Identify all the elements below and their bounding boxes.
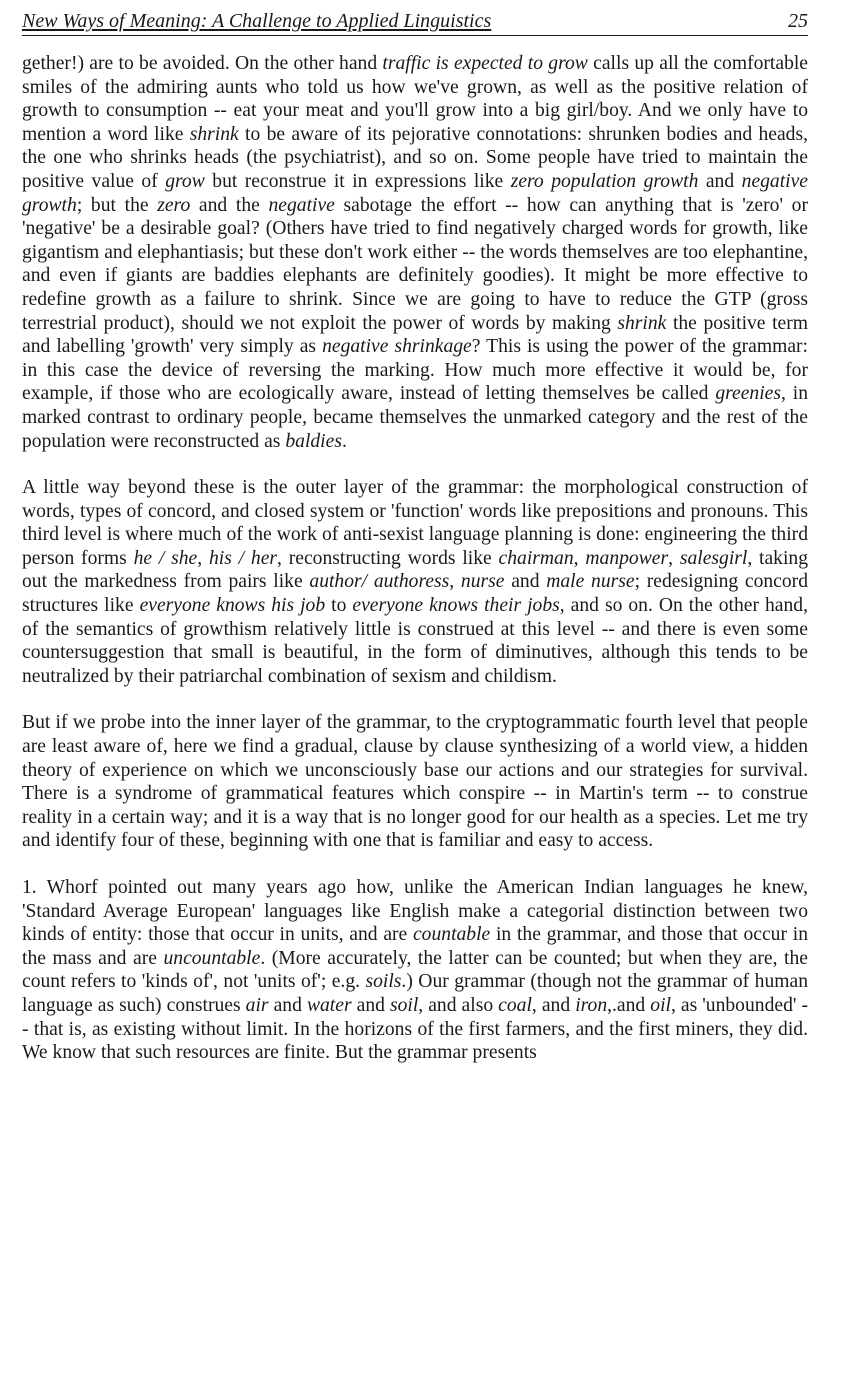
italic-term: everyone knows his job bbox=[139, 595, 326, 617]
italic-term: greenies bbox=[715, 383, 781, 405]
running-head bbox=[22, 8, 808, 36]
italic-term: he / she bbox=[133, 547, 198, 569]
italic-term: author/ authoress bbox=[309, 571, 450, 593]
text-run: in the grammar, and those that occur in the mass and are bbox=[22, 924, 808, 969]
italic-term: uncountable bbox=[163, 947, 261, 969]
italic-term: male nurse bbox=[546, 571, 635, 593]
text-run: calls up all the comfortable smiles of the admiring aunts who told us how we've grown, as well as the positive relation of growth to consumption -- eat your meat and you'll grow into a big girl/boy. And we only have to mention a word like bbox=[22, 53, 808, 145]
italic-term: salesgirl bbox=[679, 547, 748, 569]
italic-term: coal bbox=[498, 994, 532, 1016]
italic-term: chairman bbox=[498, 547, 574, 569]
text-run: , bbox=[668, 547, 680, 569]
page-number: 25 bbox=[788, 10, 808, 32]
text-run: and bbox=[504, 571, 547, 593]
text-run: , in marked contrast to ordinary people, became themselves the unmarked category and the rest of the population were reconstructed as bbox=[22, 383, 808, 452]
italic-term: traffic is expected to grow bbox=[382, 53, 588, 74]
italic-term: countable bbox=[412, 924, 491, 946]
italic-term: grow bbox=[165, 170, 205, 192]
paragraph bbox=[22, 52, 808, 453]
italic-term: water bbox=[306, 994, 352, 1016]
italic-term: oil bbox=[650, 994, 671, 1016]
text-run: to bbox=[325, 595, 353, 617]
italic-term: baldies bbox=[285, 430, 342, 452]
text-run: , bbox=[573, 547, 586, 569]
text-run: , reconstructing words like bbox=[277, 547, 499, 569]
text-run: and bbox=[268, 994, 307, 1016]
text-run: ; redesigning concord structures like bbox=[22, 571, 808, 617]
italic-term: his / her bbox=[208, 547, 278, 569]
paragraph bbox=[22, 876, 808, 1065]
italic-term: manpower bbox=[585, 547, 669, 569]
italic-term: negative shrinkage bbox=[322, 336, 472, 358]
text-run: sabotage the effort -- how can anything that is 'zero' or 'negative' be a desirable goal? (Others have tried to find negatively charged words for growth, like gigantism and elephantiasis; but these don't work either -- the words themselves are too elephantine, and even if giants are baddies elephants are definitely goodies). It might be more effective to redefine growth as a failure to shrink. Since we are going to have to reduce the GTP (gross terrestrial product), should we not exploit the power of words by making bbox=[22, 194, 808, 334]
italic-term: soils bbox=[365, 971, 402, 993]
paragraph bbox=[22, 711, 808, 853]
running-head-title: New Ways of Meaning: A Challenge to Applied Linguistics bbox=[22, 10, 492, 32]
text-run: .) Our grammar (though not the grammar of human language as such) construes bbox=[22, 971, 808, 1016]
text-run: A little way beyond these is the outer layer of the grammar: the morphological construction of words, types of concord, and closed system or 'function' words like prepositions and pronouns. This third level is where much of the work of anti-sexist language planning is done: engineering the third person forms bbox=[22, 477, 808, 569]
text-run: to be aware of its pejorative connotations: shrunken bodies and heads, the one who shrinks heads (the psychiatrist), and so on. Some people have tried to maintain the positive value of bbox=[22, 123, 809, 192]
text-run: , as 'unbounded' -- that is, as existing without limit. In the horizons of the first farmers, and the first miners, they did. We know that such resources are finite. But the grammar presents bbox=[22, 994, 808, 1064]
italic-term: negative bbox=[268, 194, 335, 216]
text-run: the positive term and labelling 'growth' very simply as bbox=[22, 312, 808, 358]
text-run: But if we probe into the inner layer of the grammar, to the cryptogrammatic fourth level that people are least aware of, here we find a gradual, clause by clause synthesizing of a world view, a hidden theory of experience on which we unconsciously base our actions and our strategies for survival. There is a syndrome of grammatical features which conspire -- in Martin's term -- to construe reality in a certain way; and it is a way that is no longer good for our health as a species. Let me try and identify four of these, beginning with one that is familiar and easy to access. bbox=[22, 712, 808, 852]
text-run: but reconstrue it in expressions like bbox=[204, 170, 511, 192]
text-run: gether!) are to be avoided. On the other hand bbox=[22, 53, 383, 74]
text-run: . bbox=[341, 430, 347, 452]
text-run: and the bbox=[190, 194, 269, 216]
text-run: , and also bbox=[418, 994, 499, 1016]
italic-term: zero bbox=[157, 194, 191, 216]
italic-term: negative growth bbox=[22, 170, 809, 216]
text-run: 1. Whorf pointed out many years ago how, unlike the American Indian languages he knew, 'Standard Average European' languages like English make a categorial distinction between two kinds of entity: those that occur in units, and are bbox=[22, 877, 808, 946]
italic-term: nurse bbox=[460, 571, 505, 593]
paragraph bbox=[22, 476, 808, 688]
italic-term: soil bbox=[389, 994, 419, 1016]
text-run: , bbox=[197, 547, 209, 569]
italic-term: iron bbox=[575, 994, 608, 1016]
text-run: . (More accurately, the latter can be counted; but when they are, the count refers to 'kinds of', not 'units of'; e.g. bbox=[22, 947, 808, 993]
italic-term: shrink bbox=[189, 123, 239, 145]
text-run: , and bbox=[531, 994, 576, 1016]
text-run: ,.and bbox=[607, 994, 651, 1016]
italic-term: everyone knows their jobs bbox=[352, 595, 560, 617]
text-run: ; but the bbox=[76, 194, 158, 216]
text-run: and bbox=[698, 170, 742, 192]
text-run: ? This is using the power of the grammar: in this case the device of reversing the marking. How much more effective it would be, for example, if those who are ecologically aware, instead of letting themselves be called bbox=[22, 336, 808, 405]
page bbox=[22, 8, 808, 1088]
italic-term: air bbox=[245, 994, 269, 1016]
text-run: , and so on. On the other hand, of the semantics of growthism relatively little is construed at this level -- and there is even some countersuggestion that small is beautiful, in the form of diminutives, although this tends to be neutralized by their patriarchal combination of sexism and childism. bbox=[22, 595, 808, 687]
italic-term: shrink bbox=[617, 312, 667, 334]
italic-term: zero population growth bbox=[510, 170, 699, 192]
text-run: , taking out the markedness from pairs like bbox=[22, 547, 809, 593]
text-run: and bbox=[351, 994, 390, 1016]
text-run: , bbox=[449, 571, 461, 593]
